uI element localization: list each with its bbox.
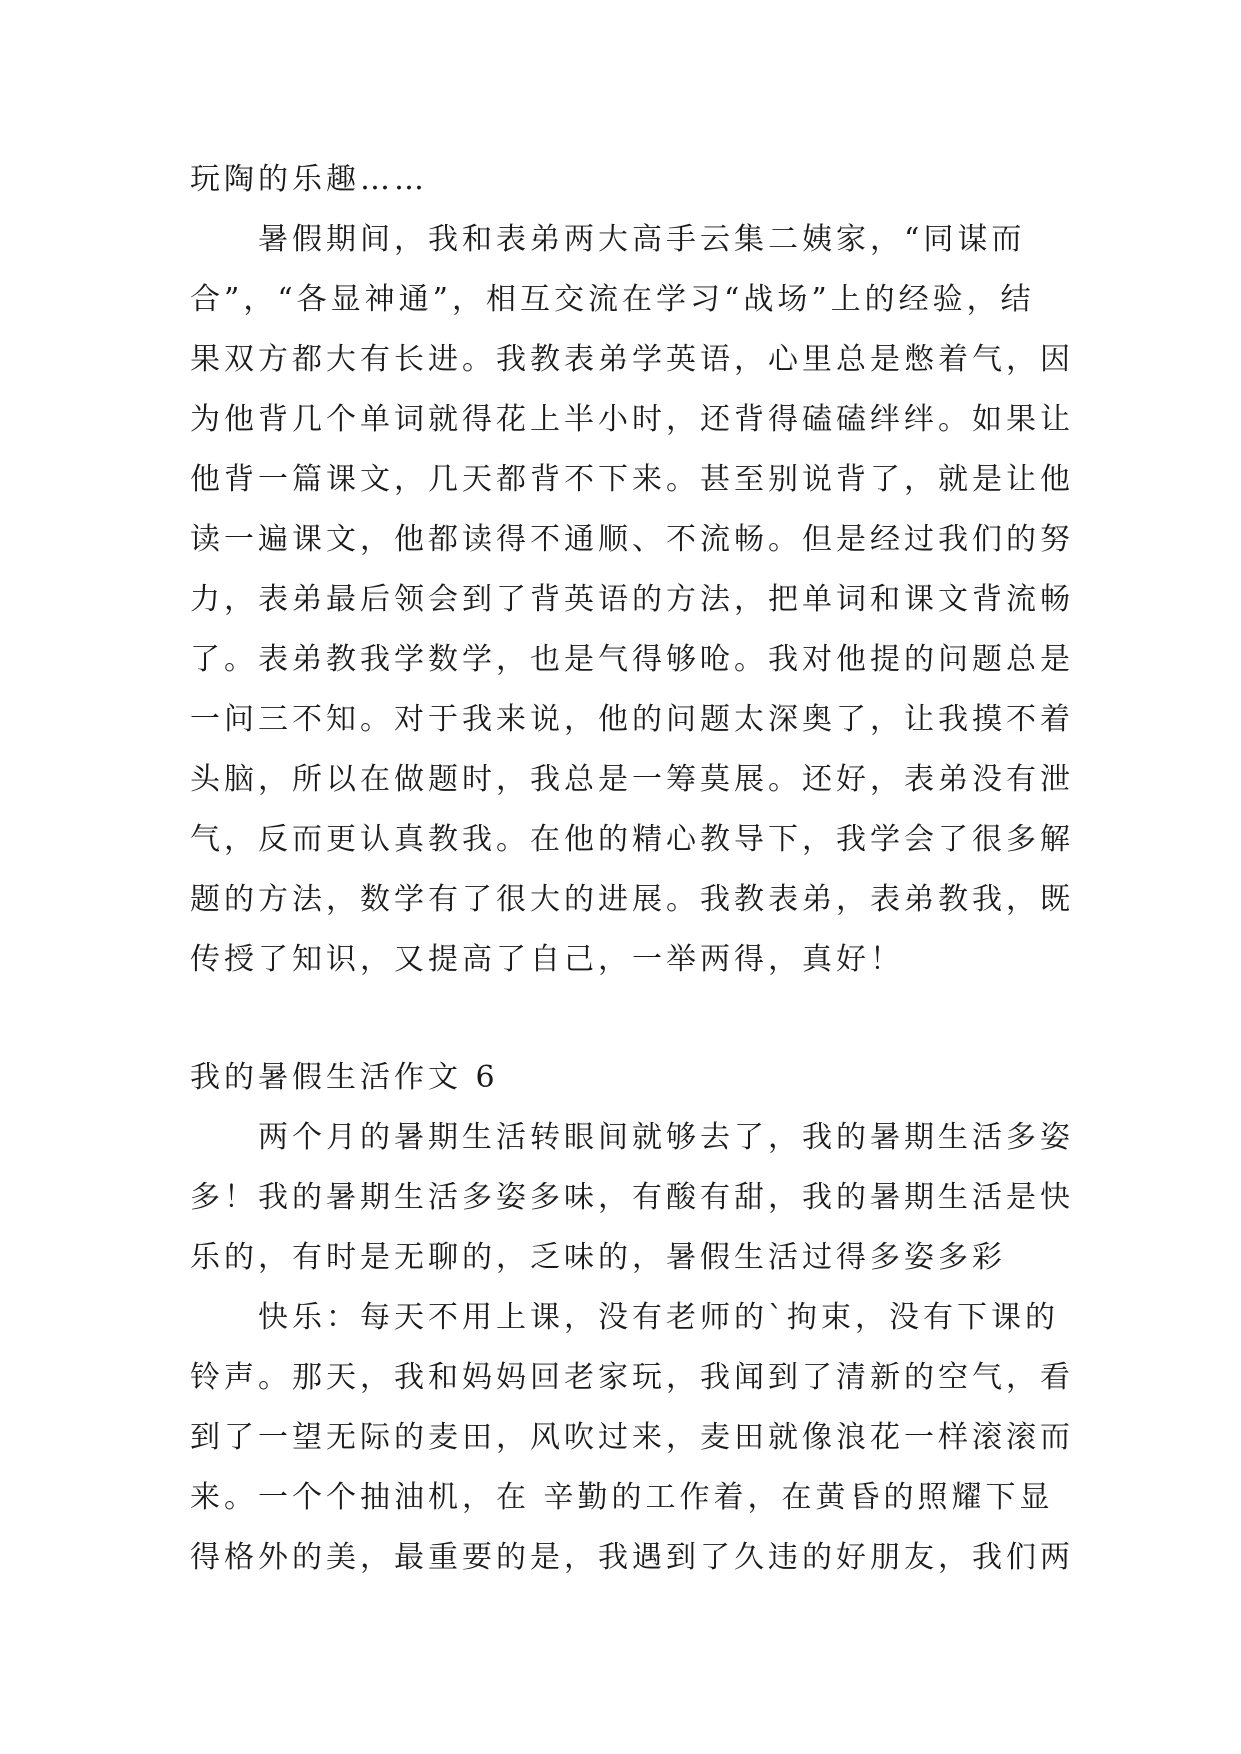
text-line: 快乐：每天不用上课，没有老师的`拘束，没有下课的 [258,1300,1059,1335]
text-line: 力，表弟最后领会到了背英语的方法，把单词和课文背流畅 [190,582,1074,617]
text-line: 来。一个个抽油机，在 辛勤的工作着，在黄昏的照耀下显 [190,1480,1054,1515]
text-line: 到了一望无际的麦田，风吹过来，麦田就像浪花一样滚滚而 [190,1420,1074,1455]
paragraph [190,1108,1074,1288]
text-line: 合”，“各显神通”，相互交流在学习“战场”上的经验，结 [190,282,1035,317]
paragraph [190,210,1074,990]
text-line: 两个月的暑期生活转眼间就够去了，我的暑期生活多姿 [258,1120,1074,1155]
text-line: 一问三不知。对于我来说，他的问题太深奥了，让我摸不着 [190,702,1074,737]
text-line: 了。表弟教我学数学，也是气得够呛。我对他提的问题总是 [190,642,1074,677]
text-line: 果双方都大有长进。我教表弟学英语，心里总是憋着气，因 [190,342,1074,377]
text-line: 多！我的暑期生活多姿多味，有酸有甜，我的暑期生活是快 [190,1180,1074,1215]
text-line: 暑假期间，我和表弟两大高手云集二姨家，“同谋而 [258,222,1026,257]
text-line: 题的方法，数学有了很大的进展。我教表弟，表弟教我，既 [190,882,1074,917]
text-line: 铃声。那天，我和妈妈回老家玩，我闻到了清新的空气，看 [190,1360,1074,1395]
text-line: 读一遍课文，他都读得不通顺、不流畅。但是经过我们的努 [190,522,1074,557]
text-line: 得格外的美，最重要的是，我遇到了久违的好朋友，我们两 [190,1540,1074,1575]
text-line: 传授了知识，又提高了自己，一举两得，真好！ [190,942,904,977]
text-line: 头脑，所以在做题时，我总是一筹莫展。还好，表弟没有泄 [190,762,1074,797]
section-title: 我的暑假生活作文 6 [190,1060,499,1095]
text-line: 气，反而更认真教我。在他的精心教导下，我学会了很多解 [190,822,1074,857]
text-line: 玩陶的乐趣…… [190,162,428,197]
text-line: 乐的，有时是无聊的，乏味的，暑假生活过得多姿多彩 [190,1240,1006,1275]
text-line: 他背一篇课文，几天都背不下来。甚至别说背了，就是让他 [190,462,1074,497]
text-line: 为他背几个单词就得花上半小时，还背得磕磕绊绊。如果让 [190,402,1074,437]
document-page [190,150,1074,1588]
paragraph [190,1288,1074,1588]
